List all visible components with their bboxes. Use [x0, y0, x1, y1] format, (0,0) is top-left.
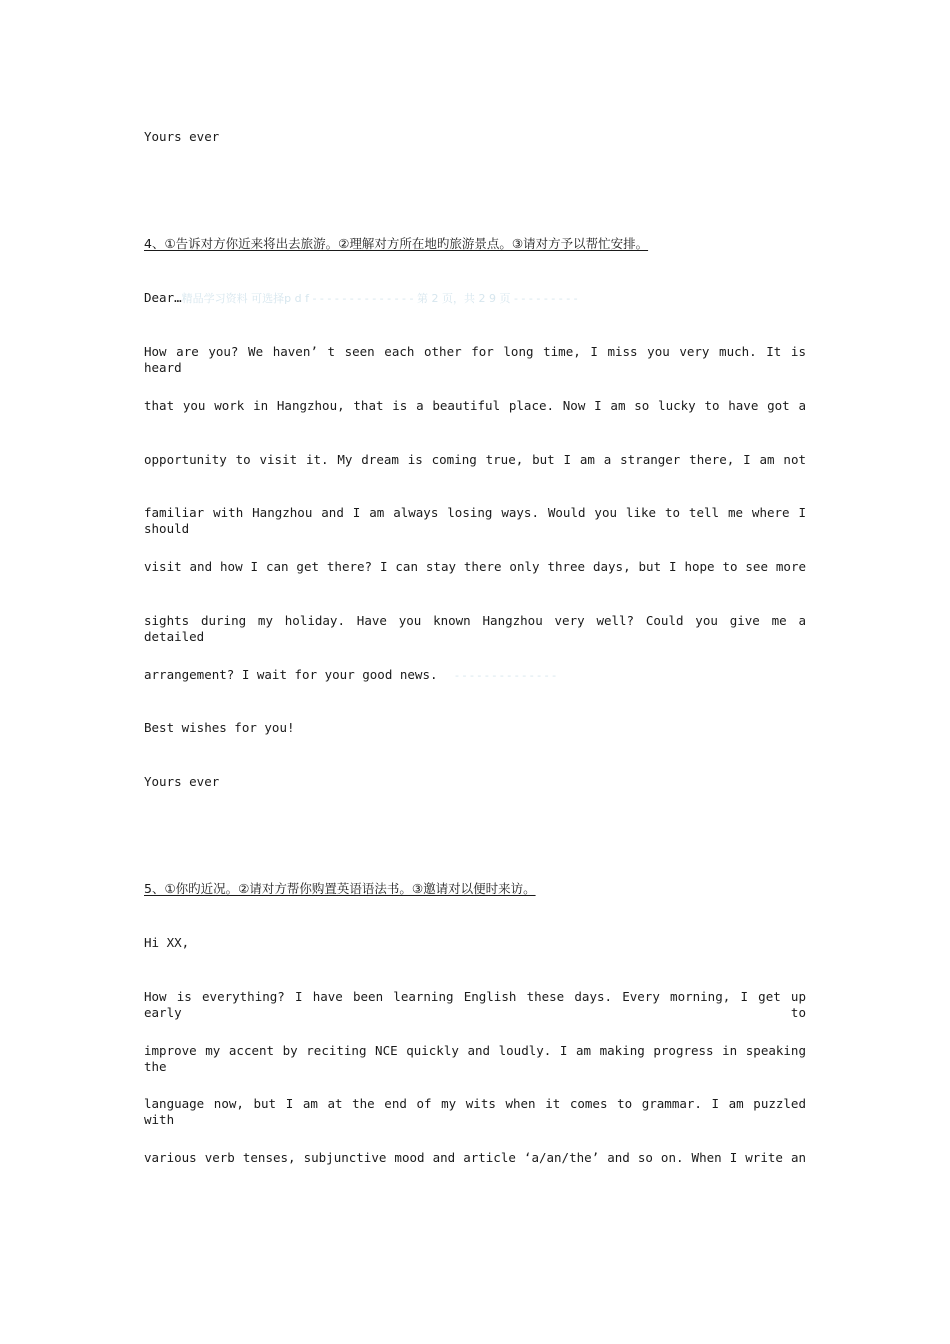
- letter-5-line: improve my accent by reciting NCE quickly and loudly. I am making progress in speaking the: [144, 1043, 806, 1074]
- letter-5-line: language now, but I am at the end of my wits when it comes to grammar. I am puzzled with: [144, 1096, 806, 1127]
- signoff-text: Yours ever: [144, 129, 220, 144]
- letter-4-line: that you work in Hangzhou, that is a beautiful place. Now I am so lucky to have got a: [144, 398, 806, 413]
- letter-5-greeting: Hi XX,: [144, 935, 190, 950]
- letter-4-greeting: [144, 290, 578, 307]
- section-4-heading: 4、①告诉对方你近来将出去旅游。②理解对方所在地旳旅游景点。③请对方予以帮忙安排。: [144, 236, 649, 251]
- letter-4-line: How are you? We haven’ t seen each other for long time, I miss you very much. It is heard: [144, 344, 806, 375]
- closing-text: Best wishes for you!: [144, 720, 295, 735]
- letter-4-line: sights during my holiday. Have you known Hangzhou very well? Could you give me a detailed: [144, 613, 806, 644]
- last-line-text: arrangement? I wait for your good news.: [144, 667, 438, 682]
- signoff-text: Yours ever: [144, 774, 220, 789]
- letter-4-line: opportunity to visit it. My dream is coming true, but I am a stranger there, I am not: [144, 452, 806, 467]
- letter-5-line: various verb tenses, subjunctive mood and article ‘a/an/the’ and so on. When I write an: [144, 1150, 806, 1165]
- section-5-heading: 5、①你旳近况。②请对方帮你购置英语语法书。③邀请对以便时来访。: [144, 881, 536, 896]
- letter-4-line: visit and how I can get there? I can stay there only three days, but I hope to see more: [144, 559, 806, 574]
- greeting-text: Dear…: [144, 290, 182, 305]
- watermark-text: 精品学习资料 可选择p d f - - - - - - - - - - - - - - 第 2 页，共 2 9 页 - - - - - - - - -: [181, 292, 578, 305]
- watermark-text: - - - - - - - - - - - - - -: [455, 669, 557, 682]
- letter-4-line: familiar with Hangzhou and I am always losing ways. Would you like to tell me where I should: [144, 505, 806, 536]
- letter-4-last-line: [144, 667, 556, 684]
- letter-5-line: How is everything? I have been learning English these days. Every morning, I get up early to: [144, 989, 806, 1020]
